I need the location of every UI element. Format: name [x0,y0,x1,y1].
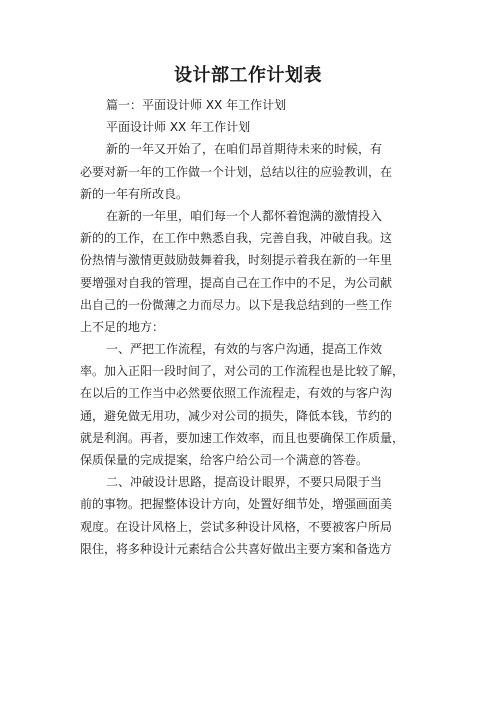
body-line: 就是利润。再者，要加速工作效率，而且也要确保工作质量， [80,430,405,445]
body-line: 出自己的一份微薄之力而尽力。以下是我总结到的一些工作 [80,297,393,312]
body-line: 一、严把工作流程，有效的与客户沟通，提高工作效 [106,342,383,357]
body-line: 二、冲破设计思路，提高设计眼界，不要只局限于当 [106,475,383,490]
body-line: 观度。在设计风格上，尝试多种设计风格，不要被客户所局 [80,519,393,534]
document-body [80,94,418,560]
body-line: 新的一年又开始了，在咱们昂首期待未来的时候，有 [106,142,383,157]
body-line: 要增强对自我的管理，提高自己在工作中的不足，为公司献 [80,275,393,290]
body-line: 平面设计师 XX 年工作计划 [106,120,251,135]
body-line: 保质保量的完成提案，给客户给公司一个满意的答卷。 [80,453,369,467]
body-line: 新的的工作，在工作中熟悉自我，完善自我，冲破自我。这 [80,231,393,246]
body-line: 上不足的地方： [80,319,165,334]
body-line: 必要对新一年的工作做一个计划，总结以往的应验教训，在 [80,164,393,179]
body-line: 在新的一年里，咱们每一个人都怀着饱满的激情投入 [106,208,383,223]
body-line: 率。加入正阳一段时间了，对公司的工作流程也是比较了解， [80,364,405,379]
body-line: 篇一：平面设计师 XX 年工作计划 [106,98,287,112]
body-line: 新的一年有所改良。 [80,186,189,201]
body-line: 限住，将多种设计元素结合公共喜好做出主要方案和备选方 [80,541,393,556]
document-title: 设计部工作计划表 [174,65,322,86]
body-line: 前的事物。把握整体设计方向，处置好细节处，增强画面美 [80,497,393,512]
body-line: 份热情与激情更鼓励鼓舞着我，时刻提示着我在新的一年里 [80,253,393,268]
body-line: 在以后的工作当中必然要依照工作流程走，有效的与客户沟 [80,386,393,401]
body-line: 通，避免做无用功，减少对公司的损失，降低本钱，节约的 [80,408,393,423]
